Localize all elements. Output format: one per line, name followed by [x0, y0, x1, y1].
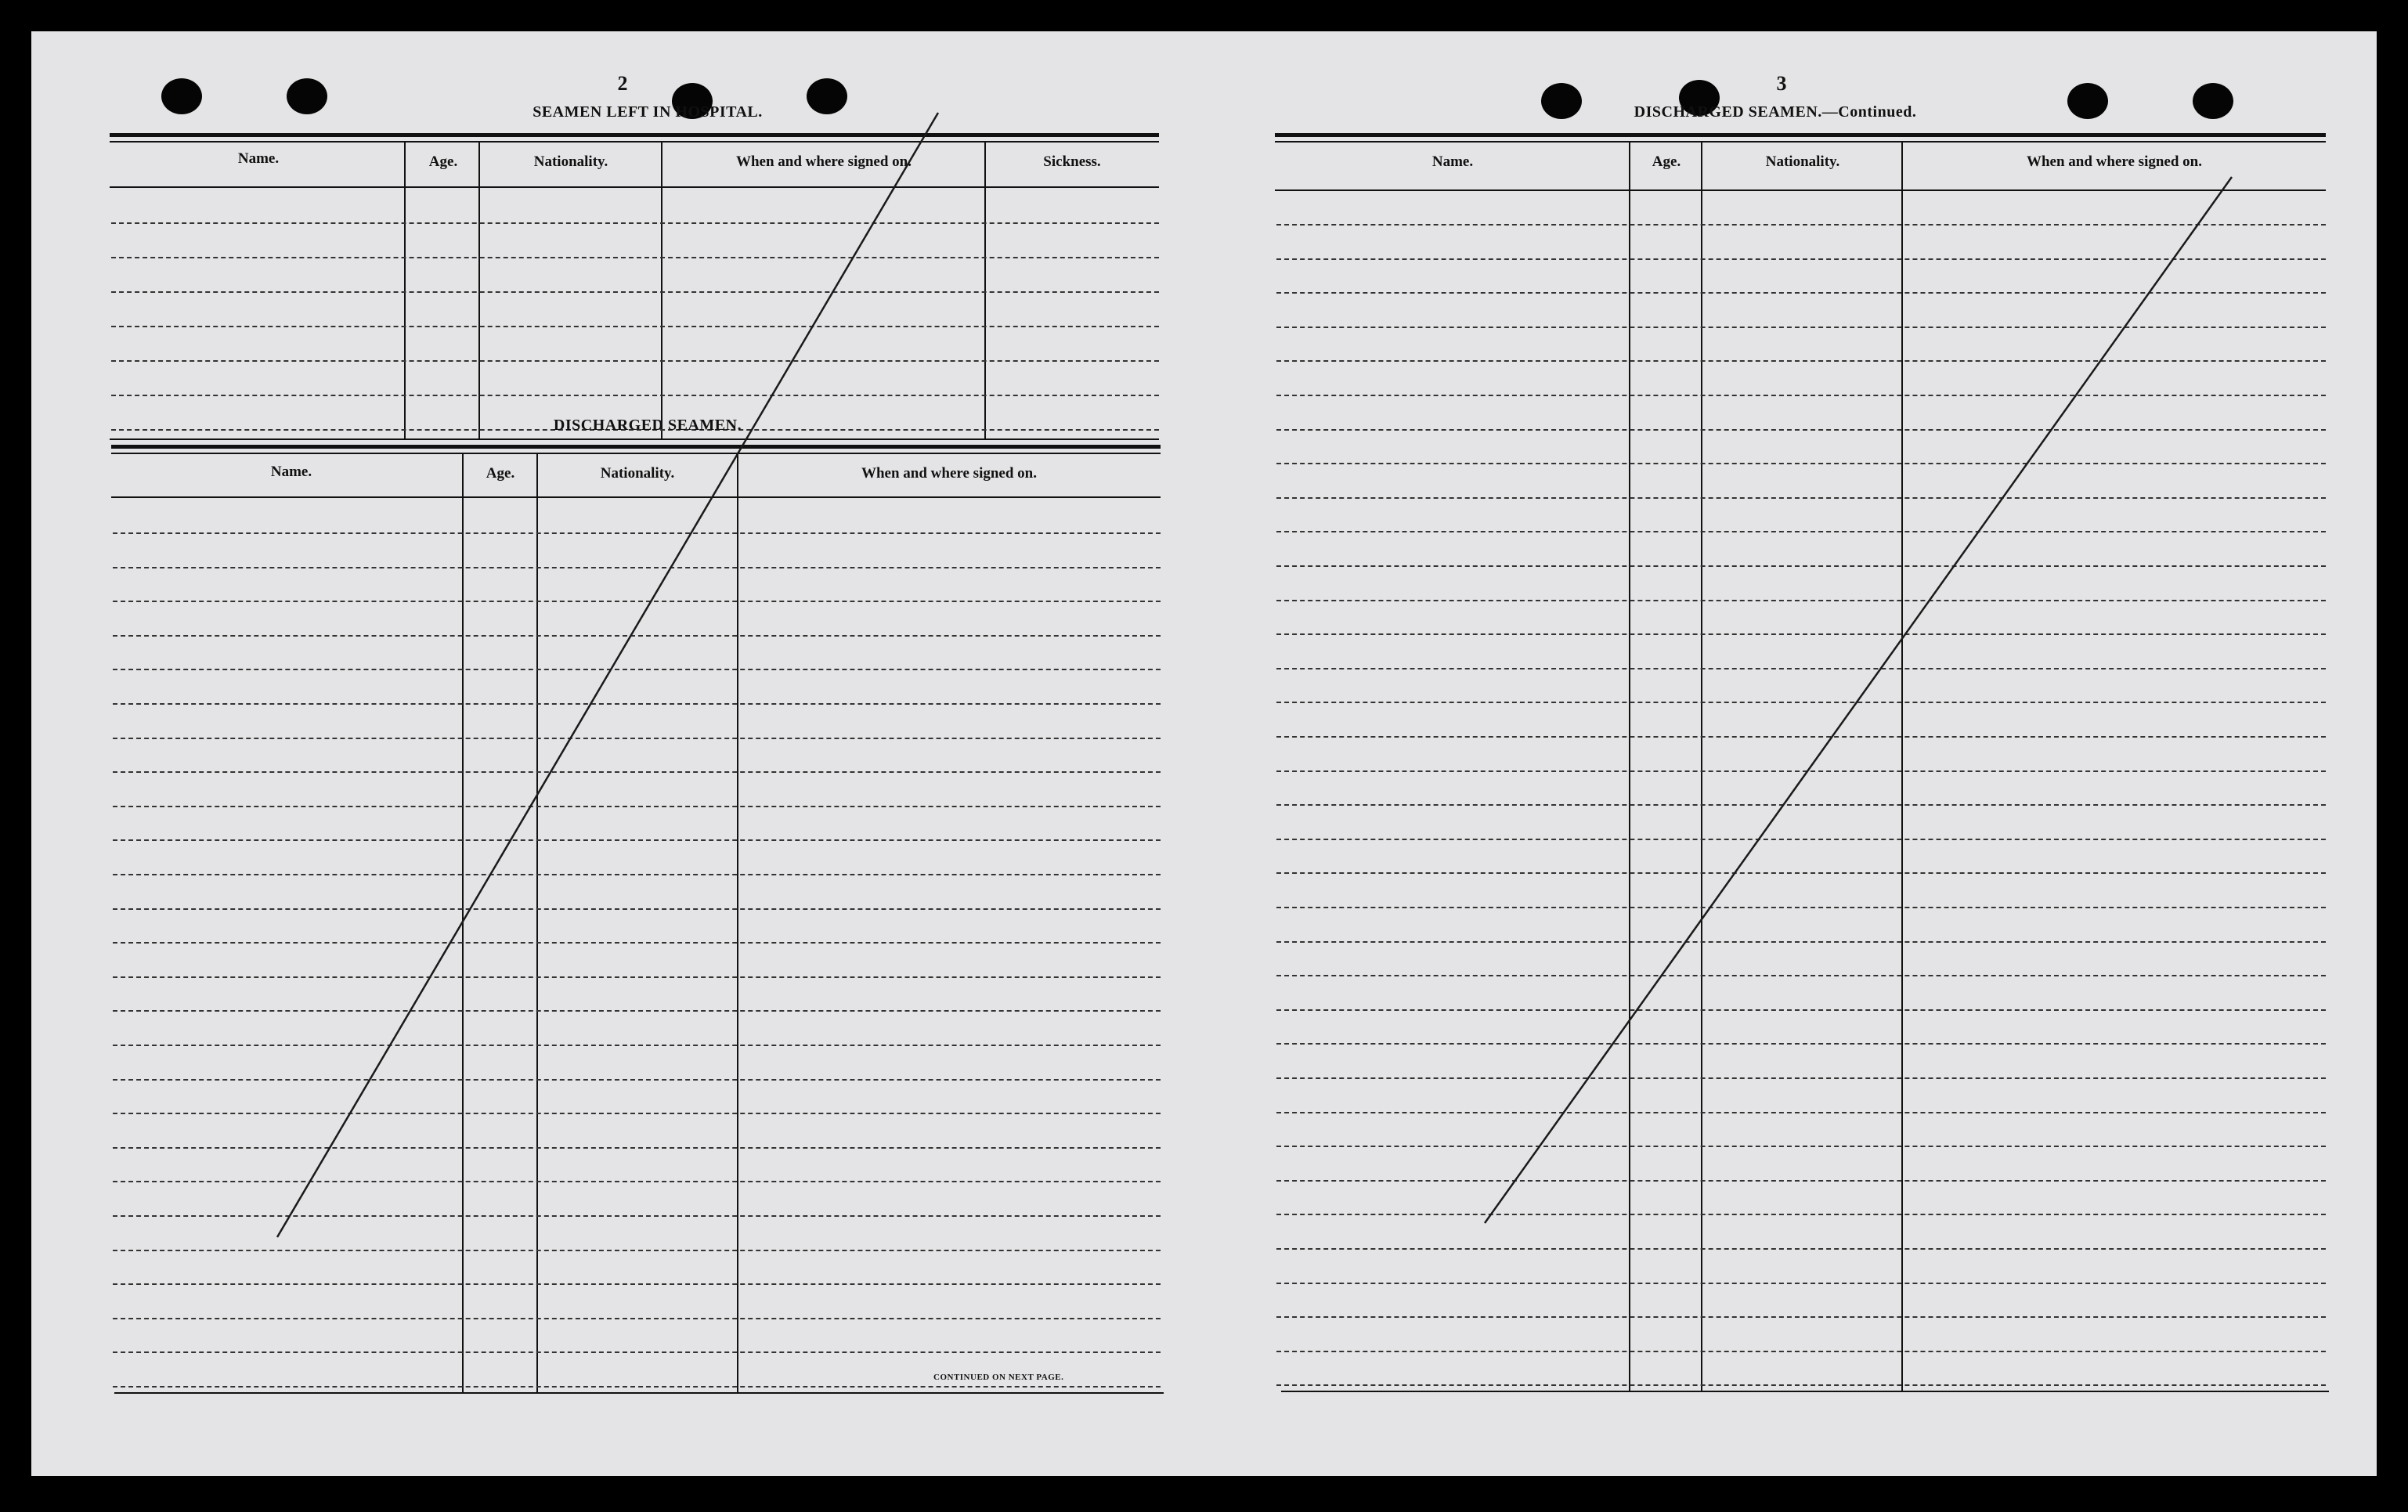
discharged-section-title: DISCHARGED SEAMEN. — [553, 417, 742, 434]
col-head-name: Name. — [1431, 153, 1474, 170]
left-page-strike — [277, 113, 938, 1237]
col-head-age: Age. — [1652, 153, 1681, 170]
col-head-nationality: Nationality. — [1765, 153, 1840, 170]
col-head-name: Name. — [270, 464, 312, 480]
col-head-name: Name. — [237, 150, 280, 167]
col-head-signed-on: When and where signed on. — [2026, 153, 2202, 170]
page-number: 3 — [1776, 72, 1787, 95]
col-head-age: Age. — [428, 153, 458, 170]
right-page-strike — [1485, 177, 2232, 1223]
continued-note: CONTINUED ON NEXT PAGE. — [933, 1373, 1064, 1382]
cancel-strike-lines — [31, 31, 2377, 1476]
col-head-signed-on: When and where signed on. — [735, 153, 912, 170]
col-head-nationality: Nationality. — [533, 153, 608, 170]
col-head-signed-on: When and where signed on. — [861, 465, 1037, 482]
col-head-age: Age. — [486, 465, 515, 482]
hospital-section-title: SEAMEN LEFT IN HOSPITAL. — [533, 103, 763, 121]
col-head-nationality: Nationality. — [600, 465, 675, 482]
document-sheet — [31, 31, 2377, 1476]
col-head-sickness: Sickness. — [1043, 153, 1101, 170]
discharged-continued-title: DISCHARGED SEAMEN.—Continued. — [1634, 103, 1917, 121]
page-number: 2 — [617, 72, 628, 95]
